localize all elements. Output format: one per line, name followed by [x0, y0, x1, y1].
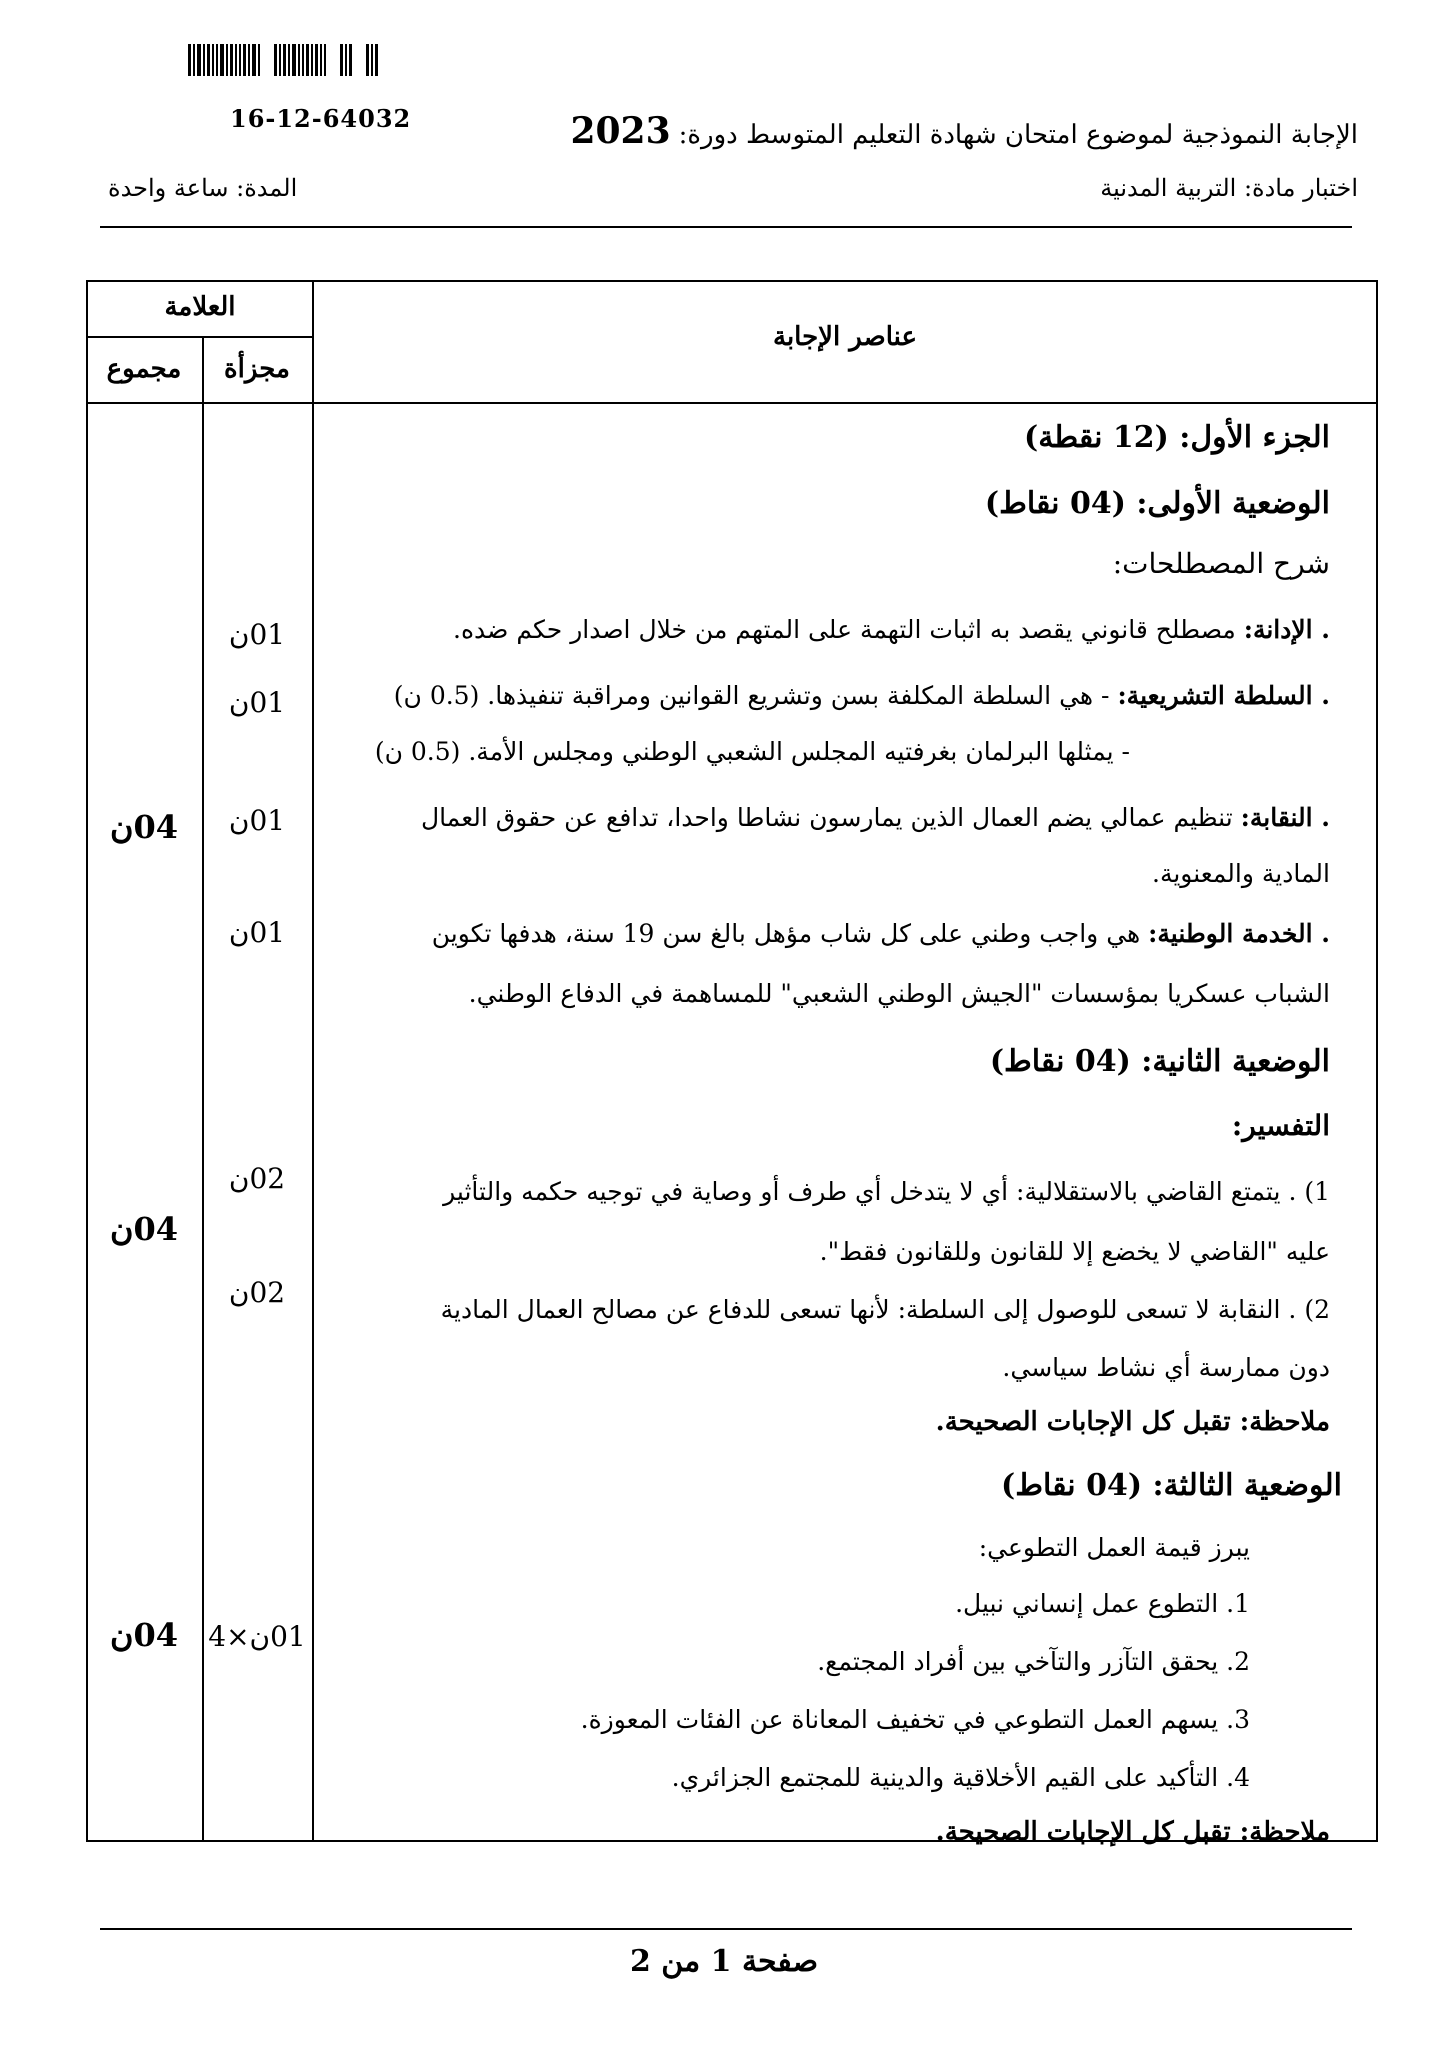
exam-year: 2023	[570, 110, 671, 152]
situation-1-intro: شرح المصطلحات:	[1112, 547, 1330, 580]
exam-code: 16-12-64032	[230, 104, 412, 133]
mark-column-header: العلامة	[164, 292, 236, 322]
document-title	[570, 110, 1358, 152]
note: ملاحظة: تقبل كل الإجابات الصحيحة.	[935, 1407, 1330, 1437]
section-total: 04ن	[109, 1210, 179, 1248]
total-column-header: مجموع	[106, 354, 182, 384]
partial-mark: 02ن	[228, 1276, 286, 1309]
term-label: . النقابة:	[1240, 803, 1330, 832]
explanation-1-continued: عليه "القاضي لا يخضع إلا للقانون وللقانون فقط".	[819, 1237, 1330, 1266]
term-definition: تنظيم عمالي يضم العمال الذين يمارسون نشاطا واحدا، تدافع عن حقوق العمال	[420, 803, 1241, 832]
value-item: 3. يسهم العمل التطوعي في تخفيف المعاناة عن الفئات المعوزة.	[580, 1705, 1250, 1734]
value-item: 1. التطوع عمل إنساني نبيل.	[955, 1589, 1250, 1618]
section-total: 04ن	[109, 1616, 179, 1654]
header-divider	[100, 226, 1352, 228]
value-item: 4. التأكيد على القيم الأخلاقية والدينية للمجتمع الجزائري.	[671, 1763, 1250, 1792]
situation-1-title: الوضعية الأولى: (04 نقاط)	[984, 486, 1330, 521]
term-legislative-power	[330, 677, 1330, 715]
term-union	[330, 799, 1330, 837]
explanation-1: 1) . يتمتع القاضي بالاستقلالية: أي لا يتدخل أي طرف أو وصاية في توجيه حكمه والتأثير	[443, 1177, 1330, 1206]
situation-3-title: الوضعية الثالثة: (04 نقاط)	[1001, 1468, 1342, 1503]
partial-mark: 01ن×4	[208, 1620, 306, 1653]
term-national-service	[330, 915, 1330, 953]
term-definition: مصطلح قانوني يقصد به اثبات التهمة على المتهم من خلال اصدار حكم ضده.	[453, 615, 1244, 644]
term-label: . السلطة التشريعية:	[1117, 681, 1330, 710]
duration-label: المدة: ساعة واحدة	[108, 174, 298, 202]
situation-2-title: الوضعية الثانية: (04 نقاط)	[989, 1044, 1330, 1079]
partial-column-header: مجزأة	[224, 354, 290, 384]
partial-mark: 01ن	[228, 804, 286, 837]
partial-mark: 01ن	[228, 618, 286, 651]
answer-column-header: عناصر الإجابة	[773, 322, 917, 352]
term-definition-continued: المادية والمعنوية.	[1152, 859, 1330, 888]
partial-mark: 01ن	[228, 916, 286, 949]
term-definition: هي واجب وطني على كل شاب مؤهل بالغ سن 19 سنة، هدفها تكوين	[431, 919, 1149, 948]
partial-mark: 01ن	[228, 686, 286, 719]
section-total: 04ن	[109, 808, 179, 846]
situation-3-intro: يبرز قيمة العمل التطوعي:	[978, 1533, 1250, 1562]
value-item: 2. يحقق التآزر والتآخي بين أفراد المجتمع.	[817, 1647, 1250, 1676]
term-label: . الخدمة الوطنية:	[1148, 919, 1330, 948]
part-title: الجزء الأول: (12 نقطة)	[1024, 420, 1330, 455]
term-condemnation	[330, 611, 1330, 649]
term-label: . الإدانة:	[1243, 615, 1330, 644]
note: ملاحظة: تقبل كل الإجابات الصحيحة.	[935, 1817, 1330, 1847]
barcode	[188, 44, 453, 76]
page-number: صفحة 1 من 2	[629, 1944, 819, 1979]
term-definition: - هي السلطة المكلفة بسن وتشريع القوانين ومراقبة تنفيذها. (0.5 ن)	[393, 681, 1118, 710]
title-text: الإجابة النموذجية لموضوع امتحان شهادة التعليم المتوسط دورة:	[678, 120, 1358, 150]
term-definition-continued: - يمثلها البرلمان بغرفتيه المجلس الشعبي الوطني ومجلس الأمة. (0.5 ن)	[374, 737, 1130, 766]
footer-divider	[100, 1928, 1352, 1930]
partial-mark: 02ن	[228, 1162, 286, 1195]
explanation-2: 2) . النقابة لا تسعى للوصول إلى السلطة: لأنها تسعى للدفاع عن مصالح العمال المادية	[440, 1295, 1330, 1324]
term-definition-continued: الشباب عسكريا بمؤسسات "الجيش الوطني الشعبي" للمساهمة في الدفاع الوطني.	[468, 979, 1330, 1008]
subject-label: اختبار مادة: التربية المدنية	[1100, 174, 1358, 202]
explanation-2-continued: دون ممارسة أي نشاط سياسي.	[1002, 1353, 1330, 1382]
situation-2-intro: التفسير:	[1231, 1109, 1330, 1142]
